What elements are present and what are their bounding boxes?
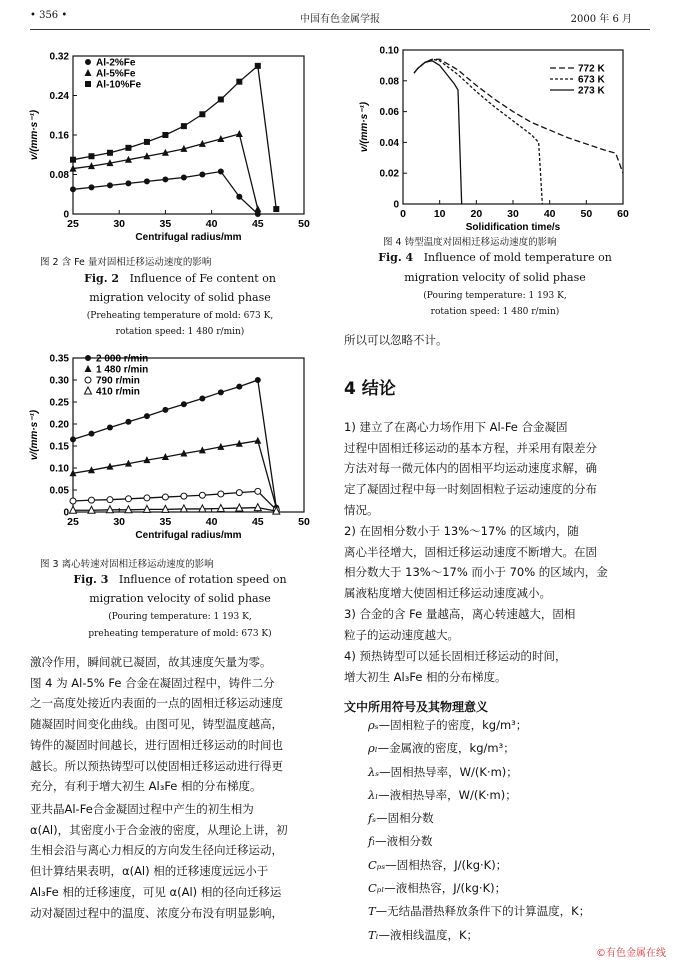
y-tick-label: 0.25 [49, 397, 69, 409]
y-tick-label: 0.08 [379, 76, 399, 88]
data-point [88, 153, 94, 159]
y-tick-label: 0.20 [49, 419, 69, 431]
y-tick-label: 0.08 [49, 170, 69, 181]
text-line: 过程中固相迁移运动的基本方程，并采用有限差分 [344, 440, 597, 455]
symbol-meaning: —金属液的密度，kg/m³； [377, 741, 515, 756]
text-line: α(Al)，其密度小于合金液的密度，从理论上讲，初 [30, 822, 288, 837]
left-paragraph-2 [30, 799, 330, 923]
data-point [273, 206, 279, 212]
fig2-note-line1: (Preheating temperature of mold: 673 K, [86, 311, 274, 321]
conclusion-item-4 [344, 646, 644, 687]
y-tick-label: 0.06 [379, 107, 399, 119]
text-line: 方法对每一微元体内的固相平均运动速度求解，确 [344, 461, 597, 476]
data-point [144, 495, 150, 501]
data-point [125, 145, 131, 151]
y-tick-label: 0.05 [49, 485, 69, 497]
legend-label: 673 K [578, 74, 605, 86]
y-tick-label: 0.30 [49, 375, 69, 387]
data-point [236, 384, 242, 390]
legend-label: 790 r/min [96, 375, 140, 387]
symbol: λₛ [368, 764, 380, 779]
page-number: • 356 • [30, 10, 68, 21]
symbol-meaning: —液相线温度，K； [378, 927, 479, 942]
legend-label: 410 r/min [96, 386, 140, 398]
x-tick-label: 50 [580, 208, 593, 220]
x-tick-label: 50 [298, 516, 310, 528]
symbol-meaning: —固相热导率，W/(K·m)； [379, 764, 518, 779]
legend-marker [85, 377, 91, 383]
text-line: 动对凝固过程中的温度、浓度分布没有明显影响， [30, 905, 283, 920]
x-tick-label: 50 [298, 218, 310, 230]
x-tick-label: 25 [67, 516, 79, 528]
symbol-meaning: —固相热容，J/(kg·K)； [385, 857, 508, 872]
fig3-note-line2: preheating temperature of mold: 673 K) [88, 629, 272, 639]
data-point [107, 425, 113, 431]
symbol-item [368, 854, 590, 877]
data-point [199, 172, 205, 178]
legend-label: Al-10%Fe [96, 79, 142, 91]
fig4-caption-cn: 图 4 铸型温度对固相迁移运动速度的影响 [383, 237, 557, 248]
data-point [181, 174, 187, 180]
data-point [107, 182, 113, 188]
data-point [162, 176, 168, 182]
symbol-item [368, 784, 590, 807]
fig3-caption-en [30, 573, 330, 586]
y-axis-label: v/(mm·s⁻¹) [29, 409, 40, 461]
y-tick-label: 0.10 [49, 463, 69, 475]
fig3-label: Fig. 3 [73, 573, 109, 586]
fig4-note-line2: rotation speed: 1 480 r/min) [430, 307, 560, 317]
series-line [414, 59, 542, 204]
fig3-caption-line2: migration velocity of solid phase [89, 592, 271, 605]
series-line [73, 491, 276, 509]
conclusion-item-2 [344, 521, 644, 604]
data-point [255, 377, 261, 383]
series-line [73, 380, 276, 508]
symbol: ρₛ [368, 718, 379, 732]
symbols-list [368, 714, 590, 947]
journal-title: 中国有色金属学报 [300, 14, 380, 25]
fig2-caption-cn: 图 2 含 Fe 量对固相迁移运动速度的影响 [40, 257, 212, 268]
y-tick-label: 0.02 [379, 168, 399, 180]
data-point [107, 497, 113, 503]
y-axis-label: v/(mm·s⁻¹) [359, 101, 370, 153]
fig4-caption-line2: migration velocity of solid phase [404, 271, 586, 284]
data-point [236, 490, 242, 496]
fig2-caption-line2: migration velocity of solid phase [89, 291, 271, 304]
text-line: 2) 在固相分数小于 13%～17% 的区域内，随 [344, 524, 579, 538]
text-line: 情况。 [344, 502, 379, 517]
text-line: 定了凝固过程中每一时刻固相粒子运动速度的分布 [344, 482, 597, 497]
y-tick-label: 0.35 [49, 353, 69, 365]
legend-label: 1 480 r/min [96, 364, 149, 376]
text-line: 激冷作用，瞬间就已凝固，故其速度矢量为零。 [30, 655, 272, 669]
data-point [144, 139, 150, 145]
symbol: Cₚₗ [368, 881, 385, 896]
data-point [88, 184, 94, 190]
fig3-note-line1: (Pouring temperature: 1 193 K, [108, 612, 252, 622]
symbol-meaning: —液相热导率，W/(K·m)； [378, 787, 517, 802]
symbol-item [368, 924, 590, 947]
data-point [255, 63, 261, 69]
series-line [73, 441, 276, 508]
data-point [236, 130, 243, 137]
conclusion-item-1 [344, 417, 644, 521]
symbol-item [368, 900, 590, 923]
conclusion-item-3 [344, 604, 644, 645]
data-point [218, 491, 224, 497]
fig4-note-line1: (Pouring temperature: 1 193 K, [423, 291, 567, 301]
x-tick-label: 35 [159, 516, 172, 528]
data-point [125, 419, 131, 425]
text-line: 越长。所以预热铸型可以使固相迁移运动进行得更 [30, 758, 283, 773]
legend-label: 772 K [578, 63, 605, 75]
y-tick-label: 0.32 [49, 51, 69, 63]
x-tick-label: 0 [400, 208, 406, 220]
text-line: 随凝固时间变化曲线。由图可见，铸型温度越高， [30, 717, 283, 732]
x-axis-label: Solidification time/s [465, 222, 561, 233]
legend-marker [85, 365, 92, 372]
data-point [199, 492, 205, 498]
text-line: 生相会沿与离心力相反的方向发生径向迁移运动， [30, 843, 283, 858]
data-point [162, 407, 168, 413]
right-paragraph-0: 所以可以忽略不计。 [344, 333, 448, 347]
fig4-caption-en [345, 251, 645, 264]
y-tick-label: 0 [63, 507, 69, 519]
data-point [181, 401, 187, 407]
symbol: Cₚₛ [368, 857, 386, 872]
fig2-caption-en [30, 272, 330, 285]
fig2-label: Fig. 2 [84, 272, 120, 285]
x-axis-label: Centrifugal radius/mm [135, 232, 242, 243]
x-tick-label: 20 [470, 208, 483, 220]
text-line: 但计算结果表明，α(Al) 相的迁移速度远远小于 [30, 864, 269, 879]
data-point [254, 437, 261, 444]
legend-marker [85, 59, 91, 65]
symbol: λₗ [368, 787, 379, 802]
text-line: 亚共晶Al-Fe合金凝固过程中产生的初生相为 [30, 802, 254, 816]
data-point [70, 436, 76, 442]
text-line: 属液粘度增大使固相迁移运动速度减小。 [344, 586, 551, 601]
y-tick-label: 0 [393, 199, 399, 211]
symbol: ρₗ [368, 741, 378, 756]
y-tick-label: 0.10 [379, 45, 399, 57]
fig4-label: Fig. 4 [378, 251, 414, 264]
symbol-meaning: —无结晶潜热释放条件下的计算温度，K； [375, 904, 591, 919]
symbol: T [368, 904, 376, 919]
data-point [181, 493, 187, 499]
symbol-meaning: —液相热容，J/(kg·K)； [384, 881, 507, 896]
data-point [254, 205, 261, 212]
data-point [218, 96, 224, 102]
data-point [162, 494, 168, 500]
section-title-conclusion: 4 结论 [344, 379, 396, 399]
x-tick-label: 45 [251, 218, 264, 230]
symbol: Tₗ [368, 927, 379, 942]
symbol-item [368, 714, 590, 737]
y-tick-label: 0.04 [379, 137, 399, 149]
data-point [88, 497, 94, 503]
series-line [73, 508, 276, 512]
fig3-caption-line1: Influence of rotation speed on [118, 573, 287, 586]
legend-marker [85, 387, 92, 394]
legend-label: 2 000 r/min [96, 353, 149, 365]
x-tick-label: 45 [251, 516, 264, 528]
data-point [70, 498, 76, 504]
fig3-chart [28, 348, 318, 541]
x-tick-label: 30 [113, 516, 126, 528]
data-point [125, 496, 131, 502]
data-point [162, 132, 168, 138]
text-line: 离心半径增大，固相迁移运动速度不断增大。在固 [344, 544, 597, 559]
text-line: 4) 预热铸型可以延长固相迁移运动的时间， [344, 649, 567, 663]
fig2-chart [28, 40, 318, 243]
legend-marker [85, 355, 91, 361]
text-line: 3) 合金的含 Fe 量越高，离心转速越大，固相 [344, 607, 576, 621]
symbol: fₛ [368, 811, 377, 826]
data-point [70, 157, 76, 163]
fig2-note-line2: rotation speed: 1 480 r/min) [115, 327, 245, 337]
data-point [255, 488, 261, 494]
text-line: 之一高度处接近内表面的一点的固相迁移运动速度 [30, 696, 283, 711]
symbol-item [368, 830, 590, 853]
data-point [218, 169, 224, 175]
series-line [414, 61, 462, 204]
x-tick-label: 40 [205, 218, 218, 230]
y-tick-label: 0.15 [49, 441, 69, 453]
issue-date: 2000 年 6 月 [570, 14, 632, 25]
fig3-caption-cn: 图 3 离心转速对固相迁移运动速度的影响 [40, 559, 214, 570]
fig4-chart [355, 38, 645, 233]
legend-label: Al-5%Fe [96, 68, 136, 80]
watermark: ©有色金属在线 [596, 948, 666, 959]
symbol-item [368, 877, 590, 900]
y-tick-label: 0 [63, 209, 69, 221]
x-tick-label: 35 [159, 218, 172, 230]
symbol-meaning: —固相分数 [376, 811, 434, 826]
series-line [73, 134, 258, 209]
x-tick-label: 30 [507, 208, 519, 220]
data-point [236, 194, 242, 200]
legend-marker [85, 81, 91, 87]
data-point [144, 178, 150, 184]
text-line: 粒子的运动速度越大。 [344, 627, 459, 642]
legend-label: 273 K [578, 85, 605, 97]
symbols-title: 文中所用符号及其物理意义 [344, 700, 489, 714]
y-axis-label: v/(mm·s⁻¹) [29, 109, 40, 161]
x-tick-label: 30 [113, 218, 126, 230]
text-line: 1) 建立了在离心力场作用下 Al-Fe 合金凝固 [344, 420, 568, 434]
legend-label: Al-2%Fe [96, 57, 136, 69]
symbol-meaning: —液相分数 [375, 834, 433, 849]
data-point [218, 389, 224, 395]
x-tick-label: 25 [67, 218, 79, 230]
data-point [181, 123, 187, 129]
header-rule [30, 29, 650, 30]
text-line: 增大初生 Al₃Fe 相的分布梯度。 [344, 669, 507, 684]
text-line: 相分数大于 13%～17% 而小于 70% 的区域内，金 [344, 565, 608, 580]
symbol-item [368, 761, 590, 784]
data-point [144, 413, 150, 419]
data-point [236, 79, 242, 85]
symbol-item [368, 807, 590, 830]
x-tick-label: 60 [617, 208, 629, 220]
data-point [107, 150, 113, 156]
x-tick-label: 10 [433, 208, 446, 220]
fig4-caption-line1: Influence of mold temperature on [423, 251, 612, 264]
data-point [199, 395, 205, 401]
x-tick-label: 40 [543, 208, 556, 220]
x-axis-label: Centrifugal radius/mm [135, 530, 242, 541]
symbol-meaning: —固相粒子的密度，kg/m³； [378, 718, 528, 732]
symbol-item [368, 737, 590, 760]
data-point [125, 180, 131, 186]
text-line: Al₃Fe 相的迁移速度，可见 α(Al) 相的径向迁移运 [30, 884, 282, 899]
data-point [88, 431, 94, 437]
data-point [70, 186, 76, 192]
fig2-caption-line1: Influence of Fe content on [129, 272, 276, 285]
x-tick-label: 40 [205, 516, 218, 528]
data-point [199, 111, 205, 117]
symbol: fₗ [368, 834, 376, 849]
legend-marker [85, 69, 92, 76]
text-line: 图 4 为 Al-5% Fe 合金在凝固过程中，铸件二分 [30, 675, 275, 690]
text-line: 充分，有利于增大初生 Al₃Fe 相的分布梯度。 [30, 779, 262, 794]
y-tick-label: 0.24 [49, 91, 69, 102]
left-paragraph-1 [30, 652, 330, 797]
y-tick-label: 0.16 [49, 130, 69, 142]
text-line: 铸件的凝固时间越长，进行固相迁移运动的时间也 [30, 737, 283, 752]
